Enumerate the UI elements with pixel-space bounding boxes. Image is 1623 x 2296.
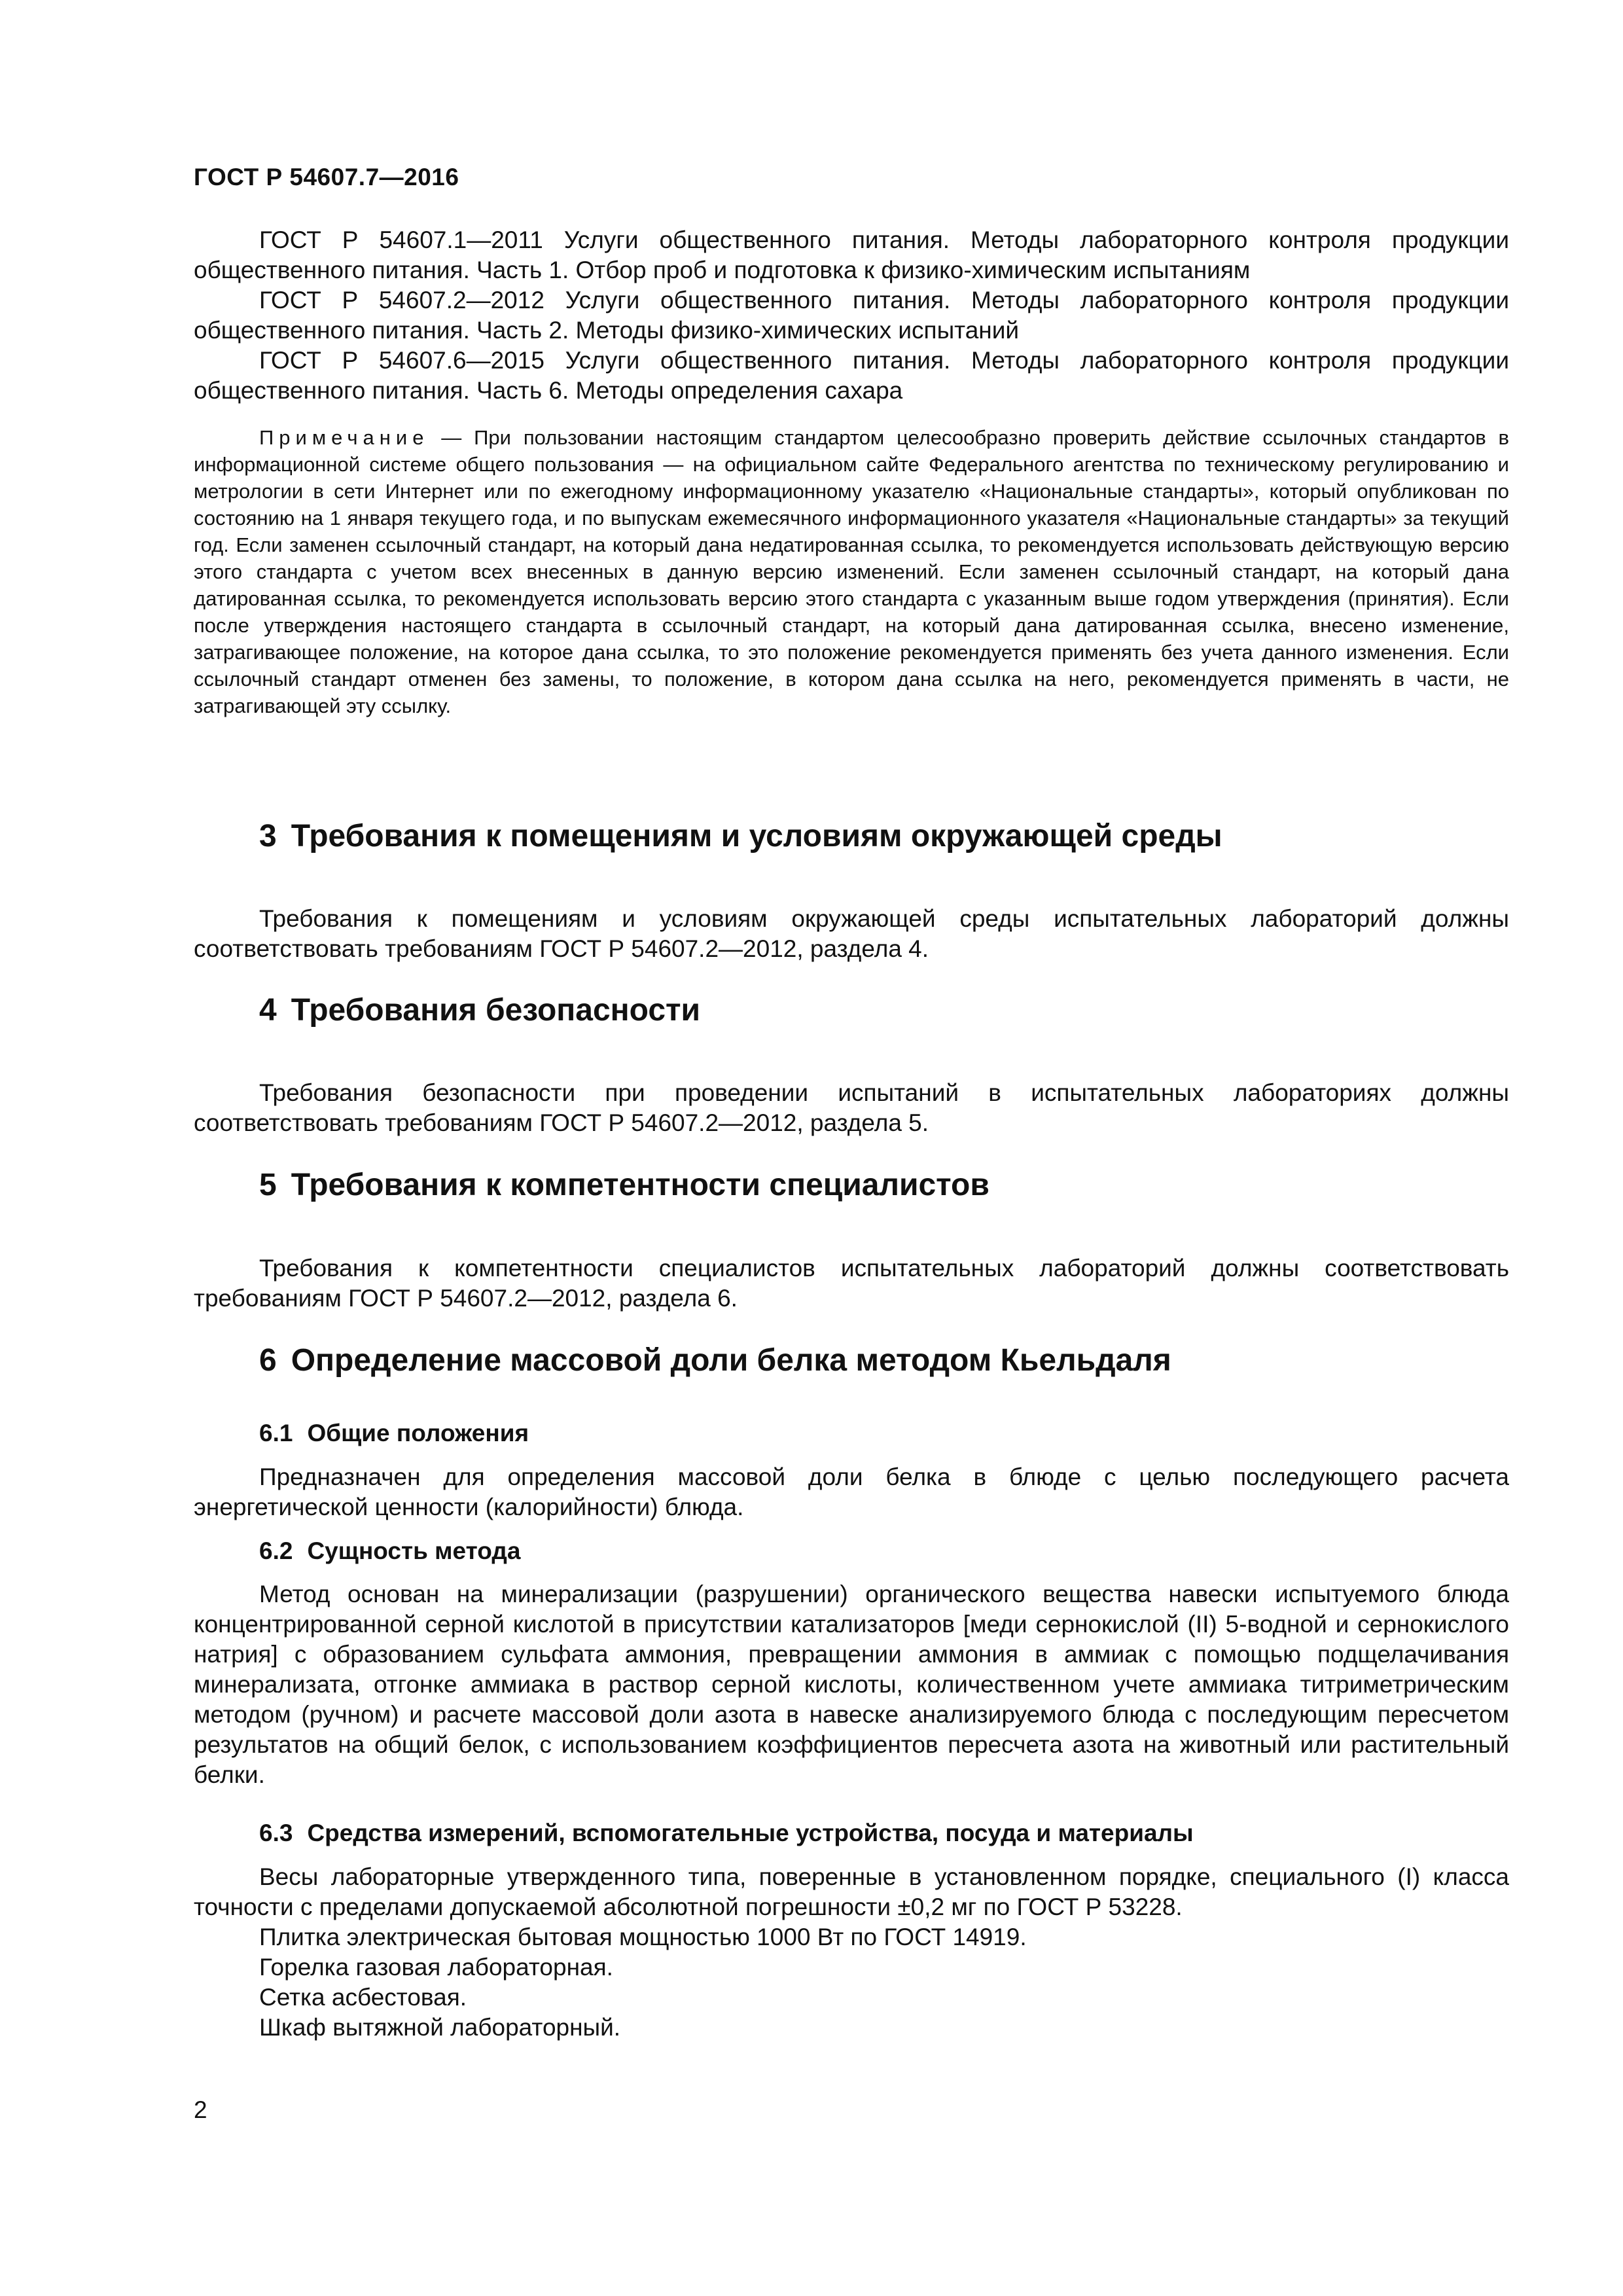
subsection-paragraph: Предназначен для определения массовой доли белка в блюде с целью последующего расчета энергетической ценности (калорийности) блюда. — [194, 1463, 1509, 1520]
section-4-heading — [259, 992, 700, 1029]
section-title: Требования безопасности — [291, 993, 701, 1028]
subsection-title: Общие положения — [307, 1420, 529, 1446]
note-paragraph — [194, 424, 1509, 719]
subsection-number: 6.1 — [259, 1420, 293, 1446]
reference-item: ГОСТ Р 54607.2—2012 Услуги общественного питания. Методы лабораторного контроля продукции общественного питания. Часть 2. Методы физико-химических испытаний — [194, 287, 1509, 344]
subsection-title: Сущность метода — [307, 1537, 521, 1564]
section-title: Определение массовой доли белка методом Кьельдаля — [291, 1343, 1171, 1378]
subsection-6-2-body — [194, 1579, 1509, 1790]
section-5-heading — [259, 1167, 990, 1204]
section-paragraph: Требования к компетентности специалистов испытательных лабораторий должны соответствовать требованиям ГОСТ Р 54607.2—2012, раздела 6. — [194, 1255, 1509, 1312]
note-text: — При пользовании настоящим стандартом целесообразно проверить действие ссылочных стандартов в информационной системе общего пользования — на официальном сайте Федерального агентства по техническому регулированию и метрологии в сети Интернет или по ежегодному информационному указателю «Национальные стандарты», который опубликован по состоянию на 1 января текущего года, и по выпускам ежемесячного информационного указателя «Национальные стандарты» за текущий год. Если заменен ссылочный стандарт, на который дана недатированная ссылка, то рекомендуется использовать действующую версию этого стандарта с учетом всех внесенных в данную версию изменений. Если заменен ссылочный стандарт, на который дана датированная ссылка, то рекомендуется использовать версию этого стандарта с указанным выше годом утверждения (принятия). Если после утверждения настоящего стандарта в ссылочный стандарт, на который дана датированная ссылка, внесено изменение, затрагивающее положение, на которое дана ссылка, то это положение рекомендуется применять без учета данного изменения. Если ссылочный стандарт отменен без замены, то положение, в котором дана ссылка на него, рекомендуется применять в части, не затрагивающей эту ссылку. — [194, 426, 1509, 717]
list-item: Весы лабораторные утвержденного типа, поверенные в установленном порядке, специального (I) класса точности с пределами допускаемой абсолютной погрешности ±0,2 мг по ГОСТ Р 53228. — [194, 1863, 1509, 1920]
page-number: 2 — [194, 2096, 207, 2123]
list-item: Плитка электрическая бытовая мощностью 1000 Вт по ГОСТ 14919. — [259, 1924, 1027, 1950]
subsection-6-1-heading — [259, 1418, 529, 1448]
reference-item: ГОСТ Р 54607.1—2011 Услуги общественного питания. Методы лабораторного контроля продукции общественного питания. Часть 1. Отбор проб и подготовка к физико-химическим испытаниям — [194, 226, 1509, 283]
section-3-body — [194, 904, 1509, 964]
subsection-number: 6.3 — [259, 1820, 293, 1846]
section-4-body — [194, 1078, 1509, 1138]
section-title: Требования к компетентности специалистов — [291, 1168, 990, 1202]
section-paragraph: Требования безопасности при проведении испытаний в испытательных лабораториях должны соответствовать требованиям ГОСТ Р 54607.2—2012, раздела 5. — [194, 1079, 1509, 1136]
section-paragraph: Требования к помещениям и условиям окружающей среды испытательных лабораторий должны соответствовать требованиям ГОСТ Р 54607.2—2012, раздела 4. — [194, 905, 1509, 962]
note-label: Примечание — [259, 426, 429, 449]
subsection-number: 6.2 — [259, 1537, 293, 1564]
section-6-heading — [259, 1342, 1171, 1379]
equipment-list — [194, 1862, 1509, 2043]
section-number: 6 — [259, 1343, 277, 1378]
section-number: 3 — [259, 819, 277, 853]
section-5-body — [194, 1253, 1509, 1314]
list-item: Сетка асбестовая. — [259, 1984, 467, 2011]
normative-references-list — [194, 225, 1509, 406]
list-item: Шкаф вытяжной лабораторный. — [259, 2014, 621, 2041]
section-number: 4 — [259, 993, 277, 1028]
list-item: Горелка газовая лабораторная. — [259, 1954, 613, 1981]
subsection-6-1-body — [194, 1462, 1509, 1522]
document-code-header: ГОСТ Р 54607.7—2016 — [194, 164, 459, 190]
reference-item: ГОСТ Р 54607.6—2015 Услуги общественного питания. Методы лабораторного контроля продукции общественного питания. Часть 6. Методы определения сахара — [194, 347, 1509, 404]
subsection-paragraph: Метод основан на минерализации (разрушении) органического вещества навески испытуемого блюда концентрированной серной кислотой в присутствии катализаторов [меди сернокислой (II) 5-водной и сернокислого натрия] с образованием сульфата аммония, превращении аммония в аммиак с помощью подщелачивания минерализата, отгонке аммиака в раствор серной кислоты, количественном учете аммиака титриметрическим методом (ручном) и расчете массовой доли азота в навеске анализируемого блюда с последующим пересчетом результатов на общий белок, с использованием коэффициентов пересчета азота на животный или растительный белки. — [194, 1581, 1509, 1788]
subsection-6-2-heading — [259, 1536, 520, 1566]
section-number: 5 — [259, 1168, 277, 1202]
subsection-6-3-heading — [259, 1818, 1194, 1848]
subsection-title: Средства измерений, вспомогательные устройства, посуда и материалы — [307, 1820, 1194, 1846]
section-title: Требования к помещениям и условиям окружающей среды — [291, 819, 1222, 853]
section-3-heading — [259, 818, 1222, 855]
